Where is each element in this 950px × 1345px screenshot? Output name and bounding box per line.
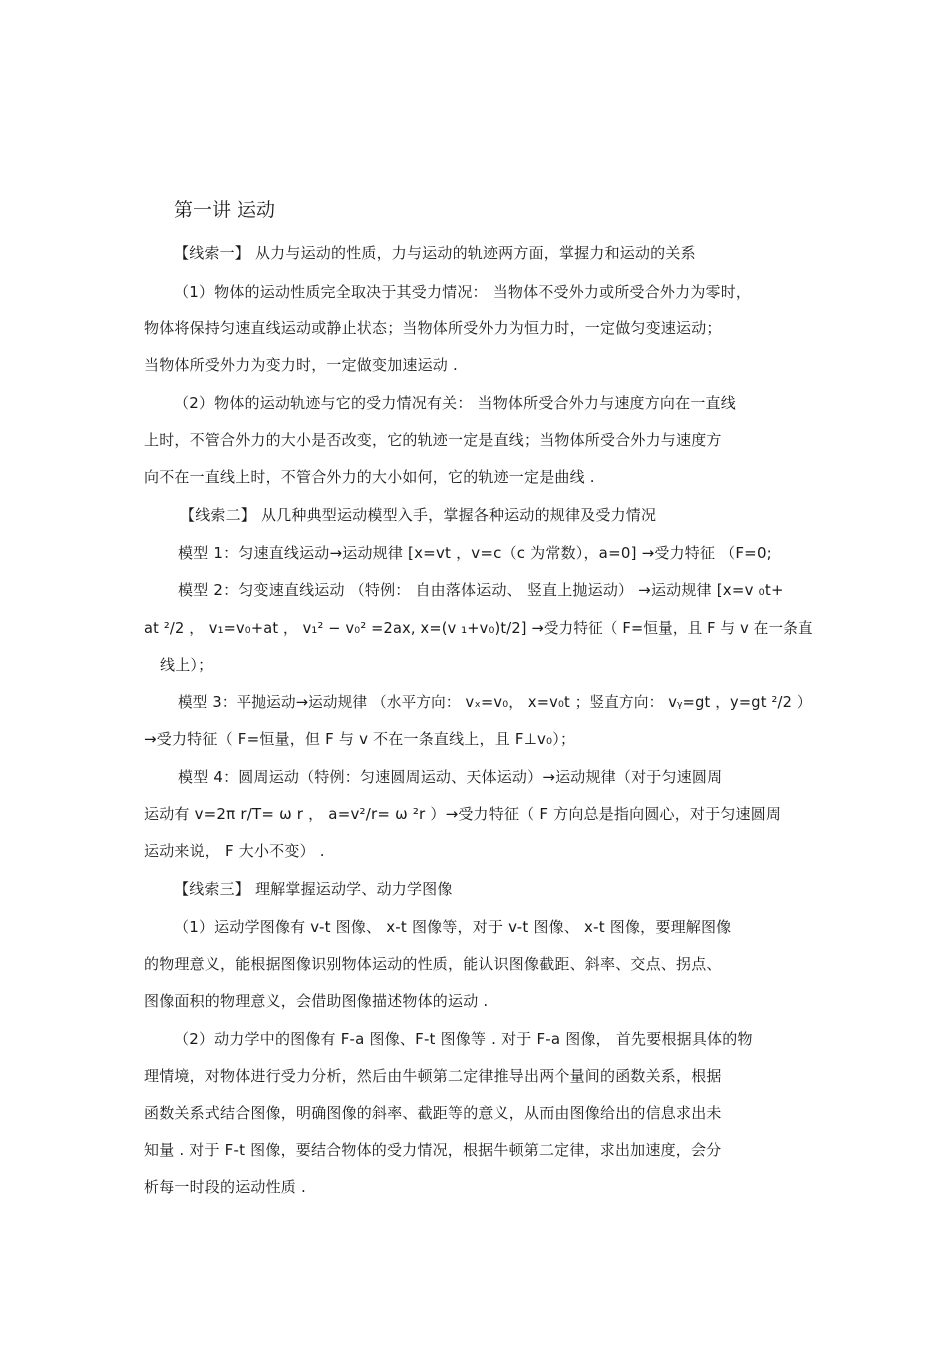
paragraph-line: 析每一时段的运动性质 . bbox=[144, 1178, 306, 1196]
paragraph-line: 当物体所受外力为变力时，一定做变加速运动 . bbox=[144, 356, 458, 374]
model-2-line: 模型 2：匀变速直线运动 （特例： 自由落体运动、 竖直上抛运动） →运动规律 [x=v ₀t+ bbox=[178, 581, 784, 599]
paragraph-line: 理情境，对物体进行受力分析，然后由牛顿第二定律推导出两个量间的函数关系，根据 bbox=[144, 1067, 722, 1085]
paragraph-line: （2）物体的运动轨迹与它的受力情况有关： 当物体所受合外力与速度方向在一直线 bbox=[174, 394, 736, 412]
paragraph-line: 上时，不管合外力的大小是否改变，它的轨迹一定是直线；当物体所受合外力与速度方 bbox=[144, 431, 722, 449]
paragraph-line: 向不在一直线上时，不管合外力的大小如何，它的轨迹一定是曲线 . bbox=[144, 468, 595, 486]
paragraph-line: 线上）； bbox=[160, 656, 214, 674]
paragraph-line: 函数关系式结合图像，明确图像的斜率、截距等的意义，从而由图像给出的信息求出未 bbox=[144, 1104, 722, 1122]
paragraph-line: →受力特征（ F=恒量，但 F 与 v 不在一条直线上，且 F⊥v₀）； bbox=[144, 730, 576, 748]
paragraph-line: 运动有 v=2π r/T= ω r ， a=v²/r= ω ²r ）→受力特征（ F 方向总是指向圆心，对于匀速圆周 bbox=[144, 805, 782, 823]
paragraph-line: （1）运动学图像有 v-t 图像、 x-t 图像等，对于 v-t 图像、 x-t 图像，要理解图像 bbox=[174, 918, 732, 936]
paragraph-line: 知量 . 对于 F-t 图像，要结合物体的受力情况，根据牛顿第二定律，求出加速度，会分 bbox=[144, 1141, 722, 1159]
model-4-line: 模型 4：圆周运动（特例：匀速圆周运动、天体运动）→运动规律（对于匀速圆周 bbox=[178, 768, 723, 786]
model-1-line: 模型 1：匀速直线运动→运动规律 [x=vt ，v=c（c 为常数），a=0] →受力特征 （F=0; bbox=[178, 544, 772, 562]
model-3-line: 模型 3：平抛运动→运动规律 （水平方向： vₓ=v₀， x=v₀t ；竖直方向： vᵧ=gt ，y=gt ²/2 ） bbox=[178, 693, 812, 711]
paragraph-line: （2）动力学中的图像有 F-a 图像、F-t 图像等 . 对于 F-a 图像， 首先要根据具体的物 bbox=[174, 1030, 753, 1048]
paragraph-line: 图像面积的物理意义，会借助图像描述物体的运动 . bbox=[144, 992, 489, 1010]
paragraph-line: 运动来说， F 大小不变） . bbox=[144, 842, 325, 860]
clue-1-heading: 【线索一】 从力与运动的性质，力与运动的轨迹两方面，掌握力和运动的关系 bbox=[174, 244, 696, 262]
clue-3-heading: 【线索三】 理解掌握运动学、动力学图像 bbox=[174, 880, 453, 898]
paragraph-line: （1）物体的运动性质完全取决于其受力情况： 当物体不受外力或所受合外力为零时， bbox=[174, 283, 752, 301]
clue-2-heading: 【线索二】 从几种典型运动模型入手，掌握各种运动的规律及受力情况 bbox=[180, 506, 657, 524]
paragraph-line: at ²/2 ， v₁=v₀+at ， v₁² − v₀² =2ax, x=(v ₁+v₀)t/2] →受力特征（ F=恒量，且 F 与 v 在一条直 bbox=[144, 619, 813, 637]
paragraph-line: 的物理意义，能根据图像识别物体运动的性质，能认识图像截距、斜率、交点、拐点、 bbox=[144, 955, 722, 973]
lecture-title: 第一讲 运动 bbox=[174, 199, 276, 221]
paragraph-line: 物体将保持匀速直线运动或静止状态；当物体所受外力为恒力时，一定做匀变速运动； bbox=[144, 319, 722, 337]
